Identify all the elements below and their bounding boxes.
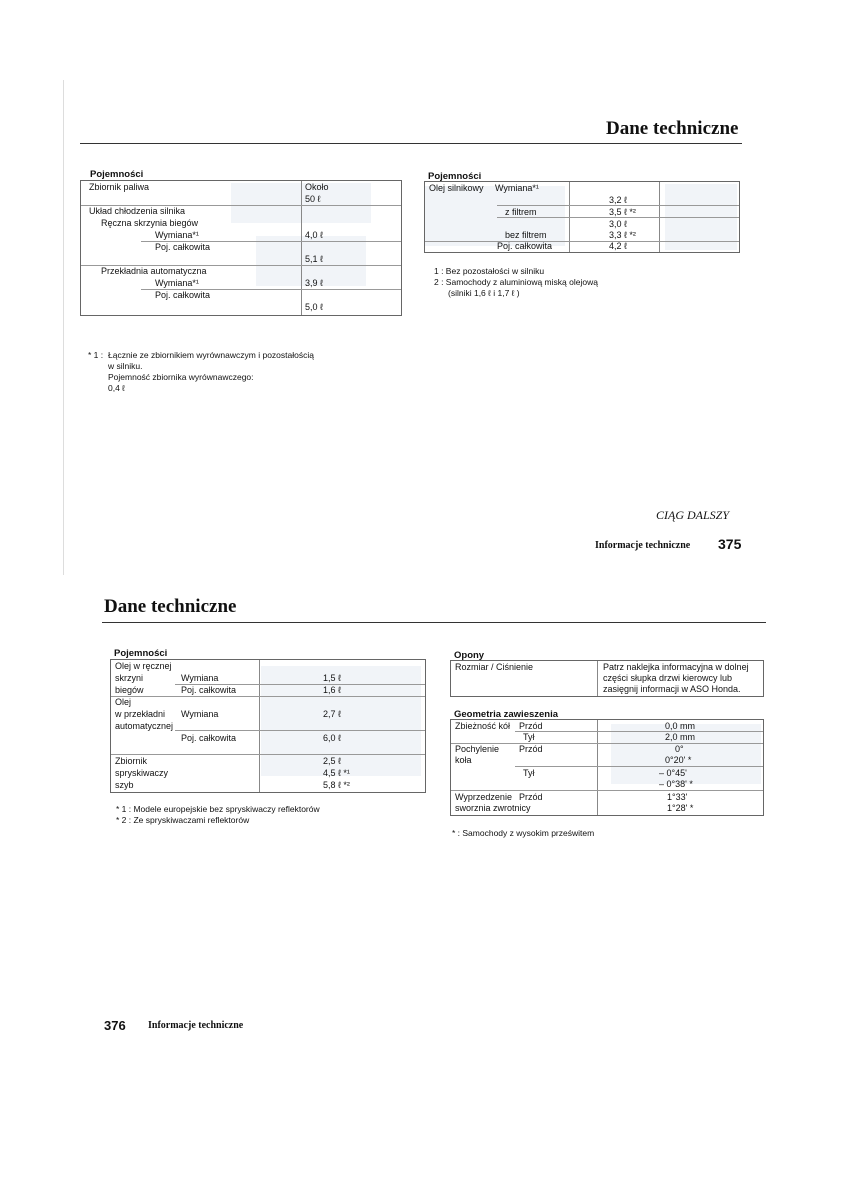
page-title: Dane techniczne <box>606 118 739 139</box>
section-heading: Pojemności <box>114 648 168 659</box>
washer-value-3: 5,8 ℓ *² <box>323 780 350 790</box>
automatic-replacement-value: 3,9 ℓ <box>305 278 323 288</box>
caster-front-label: Przód <box>519 792 543 802</box>
manual-replacement-value: 1,5 ℓ <box>323 673 341 683</box>
capacities-note: * 2 : Ze spryskiwaczami reflektorów <box>116 815 250 825</box>
manual-replacement-value: 4,0 ℓ <box>305 230 323 240</box>
scan-edge <box>63 80 64 575</box>
toe-front-value: 0,0 mm <box>665 721 696 731</box>
auto-replacement-label: Wymiana <box>181 709 219 719</box>
footer-section-label: Informacje techniczne <box>148 1020 244 1031</box>
manual-oil-label: skrzyni <box>115 673 144 683</box>
camber-label: Pochylenie <box>455 744 500 754</box>
washer-label: szyb <box>115 780 134 790</box>
washer-value-2: 4,5 ℓ *¹ <box>323 768 350 778</box>
continued-label: CIĄG DALSZY <box>656 508 730 522</box>
tyre-info: Patrz naklejka informacyjna w dolnej <box>603 662 749 672</box>
caster-value-2: 1°28' * <box>667 803 694 813</box>
section-heading: Pojemności <box>90 169 144 180</box>
toe-label: Zbieżność kół <box>455 721 511 731</box>
oil-note: 2 : Samochody z aluminiową miską olejową <box>434 277 598 287</box>
page-title: Dane techniczne <box>104 596 237 617</box>
oil-note: 1 : Bez pozostałości w silniku <box>434 266 545 276</box>
toe-front-label: Przód <box>519 721 543 731</box>
camber-label: koła <box>455 755 472 765</box>
camber-rear-label: Tył <box>523 768 535 778</box>
camber-front-alt-value: 0°20' * <box>665 755 692 765</box>
oil-value-3: 3,0 ℓ <box>609 219 627 229</box>
tyre-info: zasięgnij informacji w ASO Honda. <box>603 684 741 694</box>
automatic-total-label: Poj. całkowita <box>155 290 211 300</box>
automatic-total-value: 5,0 ℓ <box>305 302 323 312</box>
with-filter-label: z filtrem <box>505 207 537 217</box>
oil-total-label: Poj. całkowita <box>497 241 553 251</box>
capacities-table <box>110 659 426 793</box>
section-heading: Geometria zawieszenia <box>454 709 559 720</box>
footnote-line: 0,4 ℓ <box>108 383 125 393</box>
caster-label: Wyprzedzenie <box>455 792 512 802</box>
title-rule <box>102 622 766 623</box>
manual-total-value: 5,1 ℓ <box>305 254 323 264</box>
oil-value-1: 3,2 ℓ <box>609 195 627 205</box>
geometry-table <box>450 719 764 816</box>
footnote-line: w silniku. <box>108 361 143 371</box>
page-number: 375 <box>718 536 742 552</box>
camber-front-value: 0° <box>675 744 684 754</box>
footnote-line: Łącznie ze zbiornikiem wyrównawczym i pozostałością <box>108 350 314 360</box>
manual-oil-label: Olej w ręcznej <box>115 661 172 671</box>
manual-total-value: 1,6 ℓ <box>323 685 341 695</box>
cooling-system-label: Układ chłodzenia silnika <box>89 206 186 216</box>
oil-value-5: 4,2 ℓ <box>609 241 627 251</box>
capacities-note: * 1 : Modele europejskie bez spryskiwaczy reflektorów <box>116 804 320 814</box>
camber-front-label: Przód <box>519 744 543 754</box>
manual-oil-label: biegów <box>115 685 144 695</box>
auto-replacement-value: 2,7 ℓ <box>323 709 341 719</box>
washer-label: Zbiornik <box>115 756 148 766</box>
automatic-replacement-label: Wymiana*¹ <box>155 278 199 288</box>
manual-replacement-label: Wymiana <box>181 673 219 683</box>
auto-oil-label: Olej <box>115 697 132 707</box>
toe-rear-value: 2,0 mm <box>665 732 696 742</box>
oil-value-2: 3,5 ℓ *² <box>609 207 636 217</box>
tyre-info: części słupka drzwi kierowcy lub <box>603 673 733 683</box>
caster-value-1: 1°33' <box>667 792 688 802</box>
manual-gearbox-label: Ręczna skrzynia biegów <box>101 218 199 228</box>
automatic-label: Przekładnia automatyczna <box>101 266 207 276</box>
fuel-tank-label: Zbiornik paliwa <box>89 182 150 192</box>
section-heading: Opony <box>454 650 485 661</box>
tyre-size-label: Rozmiar / Ciśnienie <box>455 662 534 672</box>
auto-total-label: Poj. całkowita <box>181 733 237 743</box>
oil-value-4: 3,3 ℓ *² <box>609 230 636 240</box>
washer-value-1: 2,5 ℓ <box>323 756 341 766</box>
footnote-marker: * 1 : <box>88 350 104 360</box>
engine-oil-table <box>424 181 740 253</box>
caster-label: sworznia zwrotnicy <box>455 803 531 813</box>
section-heading: Pojemności <box>428 171 482 182</box>
engine-oil-label: Olej silnikowy <box>429 183 484 193</box>
fuel-approx: Około <box>305 182 329 192</box>
washer-label: spryskiwaczy <box>115 768 169 778</box>
auto-total-value: 6,0 ℓ <box>323 733 341 743</box>
footer-section-label: Informacje techniczne <box>595 540 691 551</box>
manual-total-label: Poj. całkowita <box>155 242 211 252</box>
tyres-table <box>450 660 764 697</box>
geometry-note: * : Samochody z wysokim prześwitem <box>452 828 595 838</box>
toe-rear-label: Tył <box>523 732 535 742</box>
footnote-line: Pojemność zbiornika wyrównawczego: <box>108 372 254 382</box>
camber-rear-alt-value: – 0°38' * <box>659 779 693 789</box>
auto-oil-label: w przekładni <box>115 709 166 719</box>
manual-total-label: Poj. całkowita <box>181 685 237 695</box>
auto-oil-label: automatycznej <box>115 721 174 731</box>
page-number: 376 <box>104 1018 126 1033</box>
title-rule <box>80 143 742 144</box>
capacities-table <box>80 180 402 316</box>
oil-replacement-label: Wymiana*¹ <box>495 183 539 193</box>
camber-rear-value: – 0°45' <box>659 768 687 778</box>
oil-note: (silniki 1,6 ℓ i 1,7 ℓ ) <box>448 288 520 298</box>
fuel-value: 50 ℓ <box>305 194 321 204</box>
without-filter-label: bez filtrem <box>505 230 547 240</box>
manual-replacement-label: Wymiana*¹ <box>155 230 199 240</box>
